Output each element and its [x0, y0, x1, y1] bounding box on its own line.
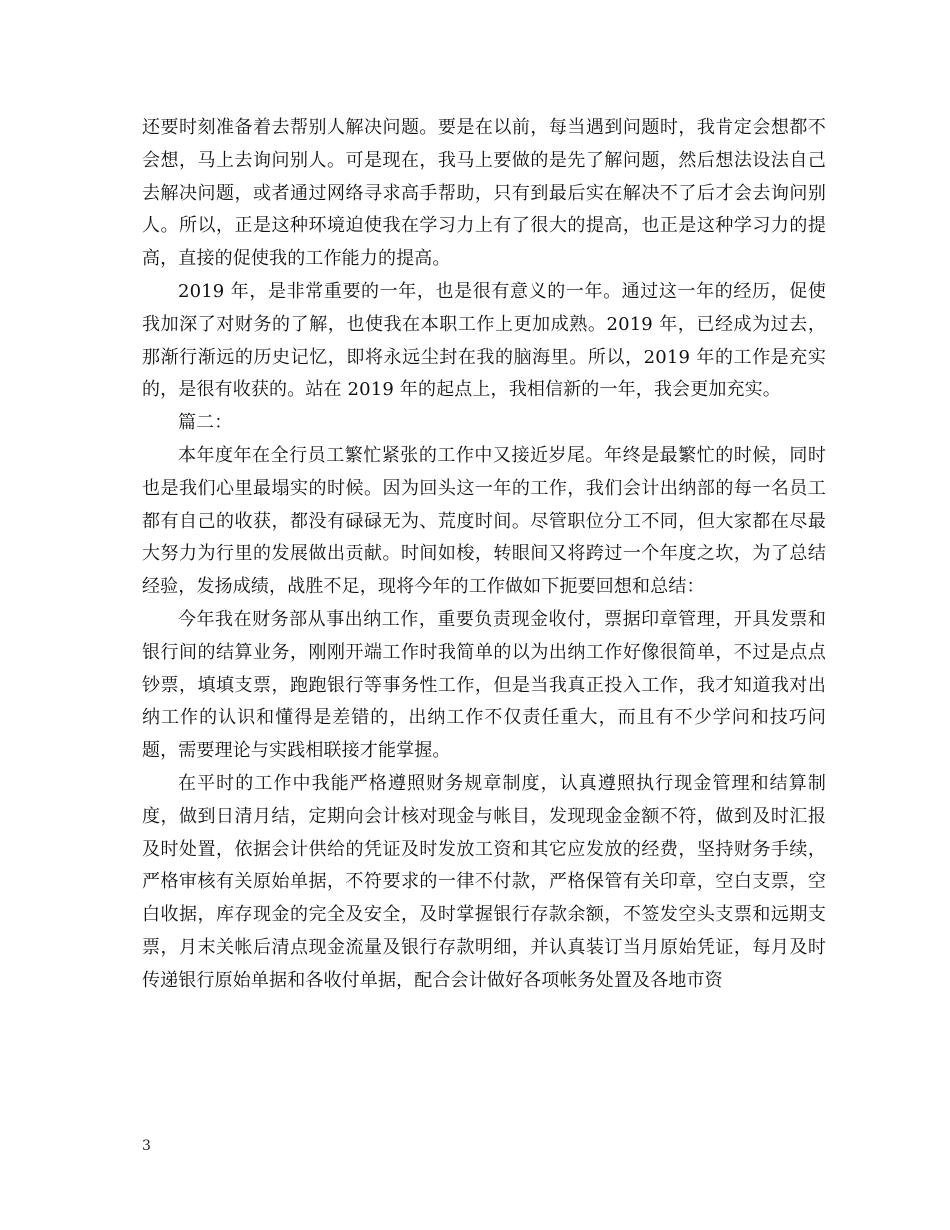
paragraph-continuation: 还要时刻准备着去帮别人解决问题。要是在以前，每当遇到问题时，我肯定会想都不会想，马上去询问别人。可是现在，我马上要做的是先了解问题，然后想法设法自己去解决问题，或者通过网络寻求高手帮助，只有到最后实在解决不了后才会去询问别人。所以，正是这种环境迫使我在学习力上有了很大的提高，也正是这种学习力的提高，直接的促使我的工作能力的提高。 — [142, 117, 826, 270]
document-body — [142, 112, 826, 998]
paragraph-daily-duties: 在平时的工作中我能严格遵照财务规章制度，认真遵照执行现金管理和结算制度，做到日清月结，定期向会计核对现金与帐目，发现现金金额不符，做到及时汇报及时处置，依据会计供给的凭证及时发放工资和其它应发放的经费，坚持财务手续，严格审核有关原始单据，不符要求的一律不付款，严格保管有关印章，空白支票，空白收据，库存现金的完全及安全，及时掌握银行存款余额，不签发空头支票和远期支票，月末关帐后清点现金流量及银行存款明细，并认真装订当月原始凭证，每月及时传递银行原始单据和各收付单据，配合会计做好各项帐务处置及各地市资 — [142, 772, 826, 991]
paragraph-year-end-intro: 本年度年在全行员工繁忙紧张的工作中又接近岁尾。年终是最繁忙的时候，同时也是我们心里最塌实的时候。因为回头这一年的工作，我们会计出纳部的每一名员工都有自己的收获，都没有碌碌无为、荒度时间。尽管职位分工不同，但大家都在尽最大努力为行里的发展做出贡献。时间如梭，转眼间又将跨过一个年度之坎，为了总结经验，发扬成绩，战胜不足，现将今年的工作做如下扼要回想和总结： — [142, 444, 826, 598]
page-number: 3 — [142, 1138, 151, 1154]
paragraph-cashier-work: 今年我在财务部从事出纳工作，重要负责现金收付，票据印章管理，开具发票和银行间的结算业务，刚刚开端工作时我简单的以为出纳工作好像很简单，不过是点点钞票，填填支票，跑跑银行等事务性工作，但是当我真正投入工作，我才知道我对出纳工作的认识和懂得是差错的，出纳工作不仅责任重大，而且有不少学问和技巧问题，需要理论与实践相联接才能掌握。 — [142, 608, 826, 762]
paragraph-2019-summary: 2019 年，是非常重要的一年，也是很有意义的一年。通过这一年的经历，促使我加深了对财务的了解，也使我在本职工作上更加成熟。2019 年，已经成为过去，那渐行渐远的历史记忆，即将永远尘封在我的脑海里。所以，2019 年的工作是充实的，是很有收获的。站在 2019 年的起点上，我相信新的一年，我会更加充实。 — [142, 280, 826, 401]
section-heading-part-two: 篇二： — [178, 412, 233, 434]
